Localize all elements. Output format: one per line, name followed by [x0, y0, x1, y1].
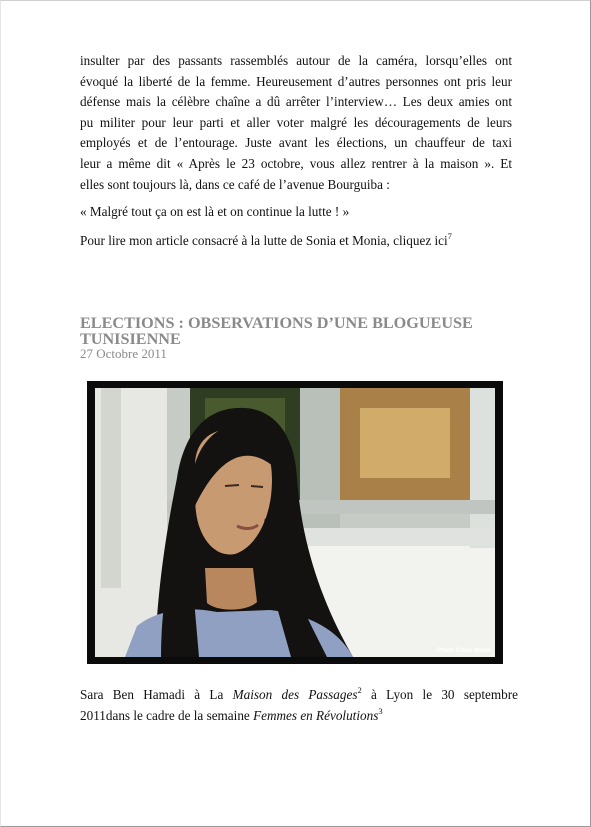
caption-text: à Lyon le 30 septembre [361, 687, 519, 702]
footnote-marker: 2 [357, 685, 362, 695]
read-more-line [80, 233, 452, 249]
paragraph-line: insulter par des passants rassemblés autour de la caméra, lorsqu’elles ont [80, 53, 512, 68]
post-photo [87, 381, 503, 664]
caption-text: 2011dans le cadre de la semaine [80, 707, 254, 723]
photo-caption [80, 685, 518, 726]
post-date: 27 Octobre 2011 [80, 346, 167, 361]
paragraph-line: elles sont toujours là, dans ce café de l’avenue Bourguiba : [80, 176, 390, 192]
paragraph-line: pu militer pour leur parti et aller voter malgré les découragements de leurs [80, 114, 512, 130]
footnote-marker: 7 [447, 231, 452, 241]
photo-credit: Photo Claire Malen [436, 648, 491, 654]
portrait-photo [95, 388, 495, 657]
event-name: Femmes en Révolutions [253, 707, 379, 723]
caption-line [80, 706, 518, 727]
post-title-line: TUNISIENNE [80, 330, 181, 348]
post-title [80, 315, 520, 347]
quote-line: « Malgré tout ça on est là et on continue la lutte ! » [80, 204, 350, 219]
paragraph-line: évoqué la liberté de la femme. Heureusement d’autres personnes ont pris leur [80, 73, 512, 89]
article-paragraph [80, 51, 512, 195]
paragraph-line: défense mais la célèbre chaîne a dû arrêter l’interview… Les deux amies ont [80, 94, 512, 110]
post-title-line: ELECTIONS : OBSERVATIONS D’UNE BLOGUEUSE [80, 314, 473, 332]
paragraph-line: leur a même dit « Après le 23 octobre, vous allez rentrer à la maison ». Et [80, 155, 512, 171]
footnote-marker: 3 [378, 705, 383, 716]
venue-name: Maison des Passages [232, 687, 358, 702]
caption-text: Sara Ben Hamadi à La [80, 687, 233, 702]
paragraph-line: employés et de l’entourage. Juste avant les élections, un chauffeur de taxi [80, 135, 512, 151]
caption-line [80, 685, 518, 706]
read-more-link[interactable]: Pour lire mon article consacré à la lutte de Sonia et Monia, cliquez ici [80, 233, 448, 248]
